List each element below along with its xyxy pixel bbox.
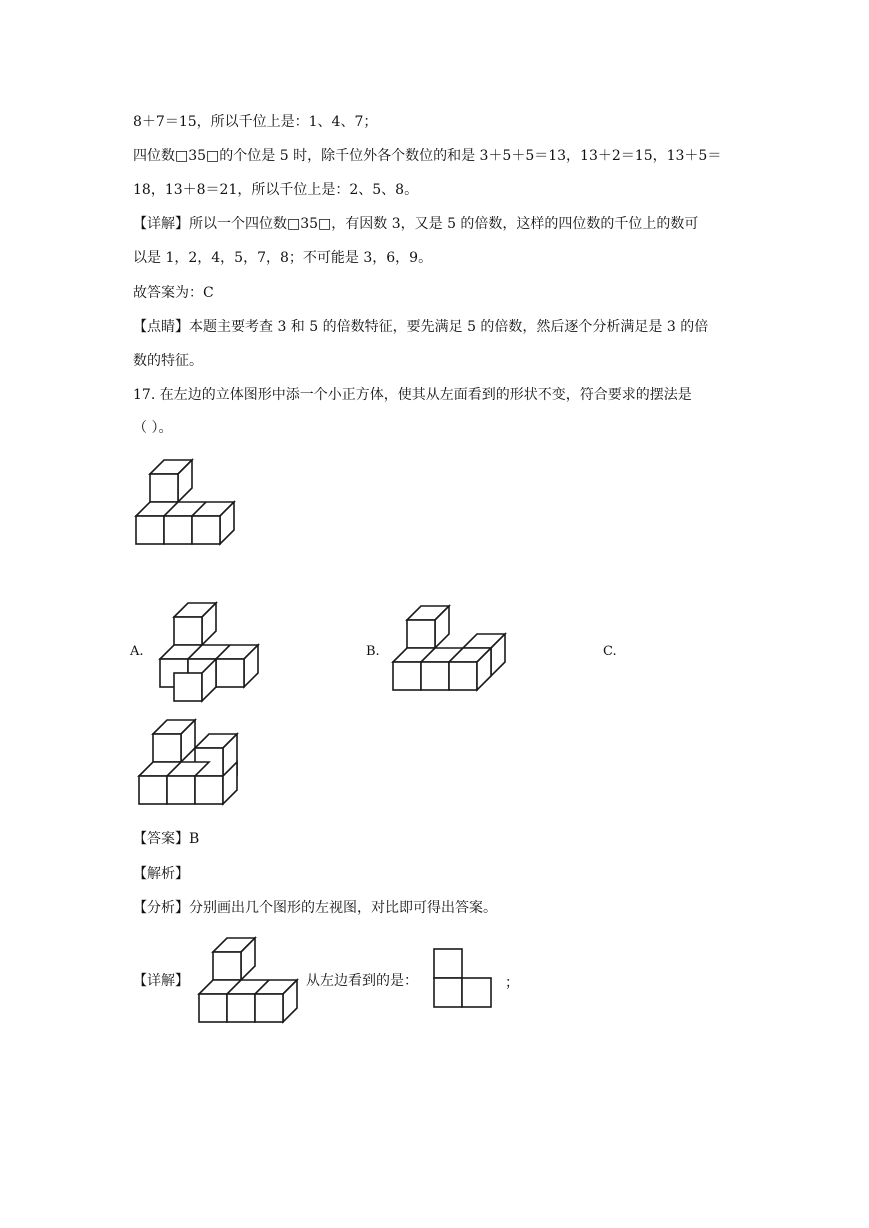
option-b-label: B. xyxy=(366,644,380,659)
option-c-figure xyxy=(139,720,243,810)
text-line-1: 8＋7＝15，所以千位上是：1、4、7； xyxy=(133,114,378,130)
option-c-label: C. xyxy=(603,644,617,659)
option-a-label: A. xyxy=(130,644,144,659)
detail-cube-figure xyxy=(199,938,303,1028)
text-line-4: 【详解】所以一个四位数□35□，有因数 3，又是 5 的倍数，这样的四位数的千位上的数可 xyxy=(133,216,699,232)
text-line-5: 以是 1，2，4，5，7，8；不可能是 3，6，9。 xyxy=(133,250,433,266)
left-view-figure xyxy=(433,948,495,1010)
question-17-stem: 17. 在左边的立体图形中添一个小正方体，使其从左面看到的形状不变，符合要求的摆法是 xyxy=(133,387,692,403)
text-line-2: 四位数□35□的个位是 5 时，除千位外各个数位的和是 3＋5＋5＝13，13＋2＝15，13＋5＝ xyxy=(133,148,722,164)
detail-label: 【详解】 xyxy=(133,973,189,989)
question-17-blank: （ ）。 xyxy=(133,420,173,436)
answer-line: 【答案】B xyxy=(133,831,200,847)
detail-text: 从左边看到的是： xyxy=(306,973,418,989)
text-line-7: 【点睛】本题主要考查 3 和 5 的倍数特征，要先满足 5 的倍数，然后逐个分析满足是 3 的倍 xyxy=(133,319,709,335)
option-a-figure xyxy=(160,603,264,703)
text-line-8: 数的特征。 xyxy=(133,353,203,369)
analysis-heading: 【解析】 xyxy=(133,866,189,882)
detail-semicolon: ； xyxy=(505,975,519,991)
option-b-figure xyxy=(393,606,511,696)
question-cube-figure xyxy=(136,460,240,550)
final-answer-line: 故答案为：C xyxy=(133,285,214,301)
text-line-3: 18，13＋8＝21，所以千位上是：2、5、8。 xyxy=(133,182,419,198)
analysis-line: 【分析】分别画出几个图形的左视图，对比即可得出答案。 xyxy=(133,900,497,916)
